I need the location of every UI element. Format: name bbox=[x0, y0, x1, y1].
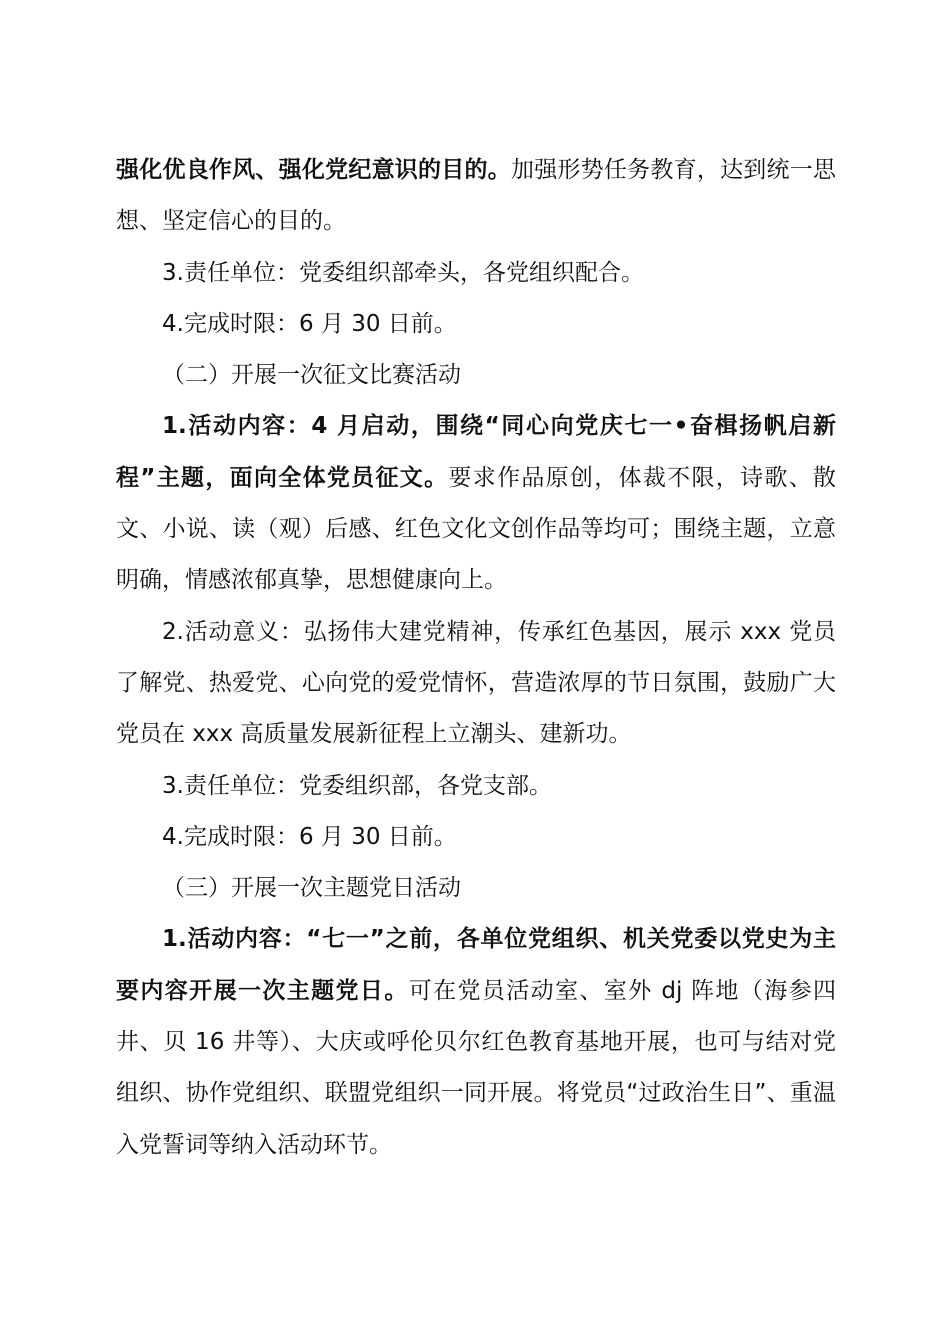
paragraph-responsible-unit-2: 3.责任单位：党委组织部，各党支部。 bbox=[162, 772, 552, 799]
bold-text: 1.活动内容：“七一”之前，各单位党组织、机关党委以党史为主要内容开展一次主题党日。 bbox=[116, 926, 836, 1004]
bold-text: 强化优良作风、强化党纪意识的目的。 bbox=[116, 157, 511, 183]
paragraph-deadline-2: 4.完成时限：6 月 30 日前。 bbox=[162, 823, 457, 850]
paragraph-activity-significance-2: 2.活动意义：弘扬伟大建党精神，传承红色基因，展示 xxx 党员了解党、热爱党、心向党的爱党情怀，营造浓厚的节日氛围，鼓励广大党员在 xxx 高质量发展新征程上立潮头、建新功。 bbox=[116, 618, 836, 748]
paragraph-activity-content-3 bbox=[116, 914, 836, 1170]
bold-text: 1.活动内容：4 月启动，围绕“同心向党庆七一•奋楫扬帆启新程”主题，面向全体党员征文。 bbox=[116, 413, 836, 491]
normal-text: 可在党员活动室、室外 dj 阵地（海参四井、贝 16 井等）、大庆或呼伦贝尔红色教育基地开展，也可与结对党组织、协作党组织、联盟党组织一同开展。将党员“过政治生日”、重温入党誓词等纳入活动环节。 bbox=[116, 977, 836, 1158]
section-heading-3: （三）开展一次主题党日活动 bbox=[162, 875, 461, 902]
paragraph-deadline-1: 4.完成时限：6 月 30 日前。 bbox=[162, 310, 457, 337]
normal-text: 加强形势任务教育，达到统一思想、坚定信心的目的。 bbox=[116, 157, 837, 235]
section-heading-2: （二）开展一次征文比赛活动 bbox=[162, 362, 461, 389]
document-body bbox=[116, 145, 836, 1171]
paragraph-continuation bbox=[116, 145, 836, 248]
paragraph-responsible-unit-1: 3.责任单位：党委组织部牵头，各党组织配合。 bbox=[162, 259, 644, 286]
normal-text: 要求作品原创，体裁不限，诗歌、散文、小说、读（观）后感、红色文化文创作品等均可；围绕主题，立意明确，情感浓郁真挚，思想健康向上。 bbox=[116, 464, 836, 594]
paragraph-activity-content-2 bbox=[116, 401, 836, 606]
